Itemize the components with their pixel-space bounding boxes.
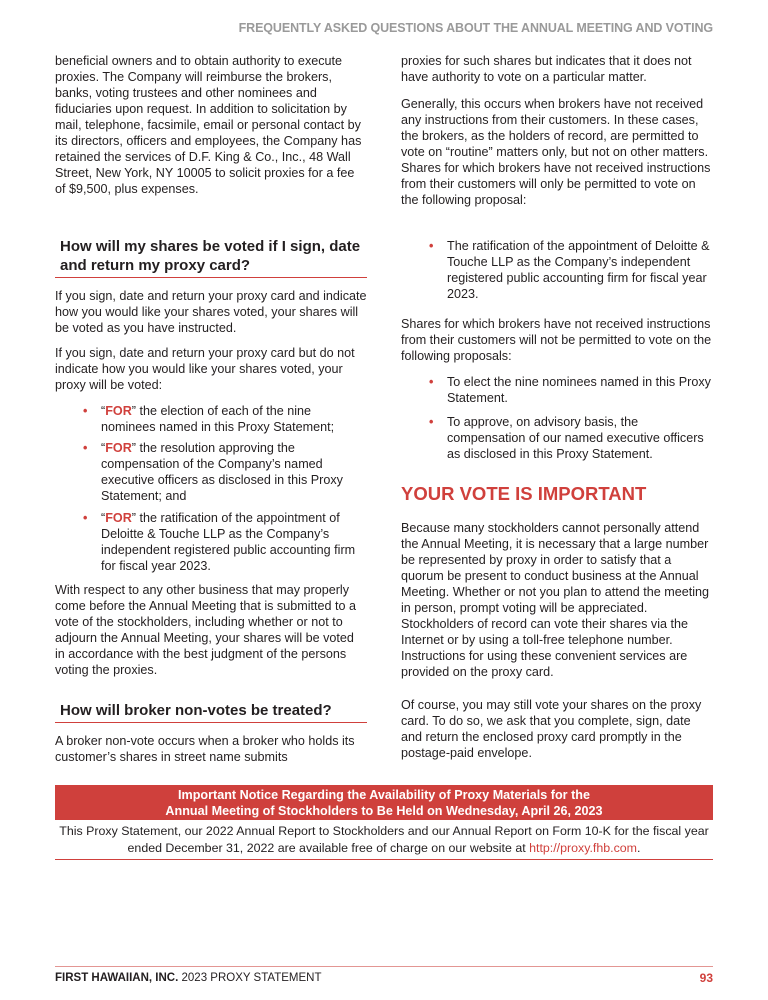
list-item-text: ” the resolution approving the compensation of the Company’s named executive officers as disclosed in this Proxy Statement; and bbox=[101, 441, 343, 503]
for-label: FOR bbox=[105, 511, 132, 525]
proxy-website-link[interactable]: http://proxy.fhb.com bbox=[529, 841, 638, 855]
for-label: FOR bbox=[105, 404, 132, 418]
notice-text: This Proxy Statement, our 2022 Annual Report to Stockholders and our Annual Report on Form 10-K for the fiscal year ended December 31, 2022 are available free of charge on our website at bbox=[59, 824, 709, 855]
notice-title: Important Notice Regarding the Availability of Proxy Materials for the bbox=[178, 788, 590, 802]
footer bbox=[55, 970, 321, 986]
list-item-text: ” the ratification of the appointment of Deloitte & Touche LLP as the Company’s independent registered public accounting firm for fiscal year 2023. bbox=[101, 511, 356, 573]
paragraph: proxies for such shares but indicates that it does not have authority to vote on a particular matter. bbox=[401, 54, 692, 84]
page-number: 93 bbox=[699, 971, 713, 985]
bullet-icon: • bbox=[83, 404, 88, 418]
list-item: • “FOR” the resolution approving the compensation of the Company’s named executive officers as disclosed in this Proxy Statement; and bbox=[83, 441, 343, 503]
bullet-icon: • bbox=[429, 375, 434, 389]
list-item-text: ” the election of each of the nine nominees named in this Proxy Statement; bbox=[101, 404, 335, 434]
notice-banner bbox=[55, 785, 713, 820]
list-item: • “FOR” the election of each of the nine nominees named in this Proxy Statement; bbox=[83, 404, 335, 434]
section-heading: YOUR VOTE IS IMPORTANT bbox=[401, 483, 647, 504]
paragraph: beneficial owners and to obtain authority to execute proxies. The Company will reimburse the brokers, banks, voting trustees and other nominees and fiduciaries upon request. In addition to solicitation by mail, telephone, facsimile, email or personal contact by its directors, officers and employees, the Company has retained the services of D.F. King & Co., Inc., 48 Wall Street, New York, NY 10005 to solicit proxies for a fee of $9,500, plus expenses. bbox=[55, 54, 362, 196]
bullet-icon: • bbox=[83, 511, 88, 525]
bullet-icon: • bbox=[429, 415, 434, 429]
list-item-text: The ratification of the appointment of Deloitte & Touche LLP as the Company’s independent registered public accounting firm for fiscal year 2023. bbox=[447, 239, 710, 301]
paragraph: If you sign, date and return your proxy card and indicate how you would like your shares voted, your shares will be voted as you have instructed. bbox=[55, 289, 367, 335]
notice-text-end: . bbox=[637, 841, 641, 855]
list-item: • “FOR” the ratification of the appointment of Deloitte & Touche LLP as the Company’s independent registered public accounting firm for fiscal year 2023. bbox=[83, 511, 356, 573]
for-label: FOR bbox=[105, 441, 132, 455]
paragraph: A broker non-vote occurs when a broker who holds its customer’s shares in street name submits bbox=[55, 734, 355, 764]
bullet-icon: • bbox=[429, 239, 434, 253]
notice-body bbox=[55, 823, 713, 860]
list-item bbox=[429, 238, 713, 302]
bullet-icon: • bbox=[83, 441, 88, 455]
list-item-text: To elect the nine nominees named in this Proxy Statement. bbox=[447, 375, 711, 405]
paragraph: Generally, this occurs when brokers have not received any instructions from their customers. In these cases, the brokers, as the holders of record, are permitted to vote on “routine” matters only, but not on other matters. Shares for which brokers have not received instructions from their customers will only be permitted to vote on the following proposal: bbox=[401, 97, 711, 207]
question-heading: How will broker non-votes be treated? bbox=[55, 701, 367, 723]
list-item bbox=[429, 414, 713, 462]
footer-company: FIRST HAWAIIAN, INC. bbox=[55, 972, 179, 984]
paragraph: Because many stockholders cannot personally attend the Annual Meeting, it is necessary that a large number be represented by proxy in order to satisfy that a quorum be present to conduct business at the Annual Meeting. Whether or not you plan to attend the meeting in person, prompt voting will be appreciated. Stockholders of record can vote their shares via the Internet or by using a toll-free telephone number. Instructions for using these convenient services are provided on the proxy card. bbox=[401, 521, 710, 679]
notice-title: Annual Meeting of Stockholders to Be Held on Wednesday, April 26, 2023 bbox=[165, 804, 603, 818]
running-header: FREQUENTLY ASKED QUESTIONS ABOUT THE ANNUAL MEETING AND VOTING bbox=[238, 21, 713, 35]
paragraph: With respect to any other business that may properly come before the Annual Meeting that is submitted to a vote of the stockholders, including whether or not to adjourn the Annual Meeting, your shares will be voted in accordance with the best judgment of the persons voting the proxies. bbox=[55, 583, 357, 677]
footer-divider bbox=[55, 966, 713, 967]
question-heading: How will my shares be voted if I sign, date and return my proxy card? bbox=[55, 237, 367, 278]
list-item-text: To approve, on advisory basis, the compensation of our named executive officers as disclosed in this Proxy Statement. bbox=[447, 415, 704, 461]
list-item bbox=[429, 374, 713, 406]
paragraph: Of course, you may still vote your shares on the proxy card. To do so, we ask that you complete, sign, date and return the enclosed proxy card promptly in the postage-paid envelope. bbox=[401, 698, 702, 760]
paragraph: Shares for which brokers have not received instructions from their customers will not be permitted to vote on the following proposals: bbox=[401, 317, 712, 363]
footer-doc: 2023 PROXY STATEMENT bbox=[178, 972, 322, 984]
paragraph: If you sign, date and return your proxy card but do not indicate how you would like your shares voted, your proxy will be voted: bbox=[55, 346, 355, 392]
